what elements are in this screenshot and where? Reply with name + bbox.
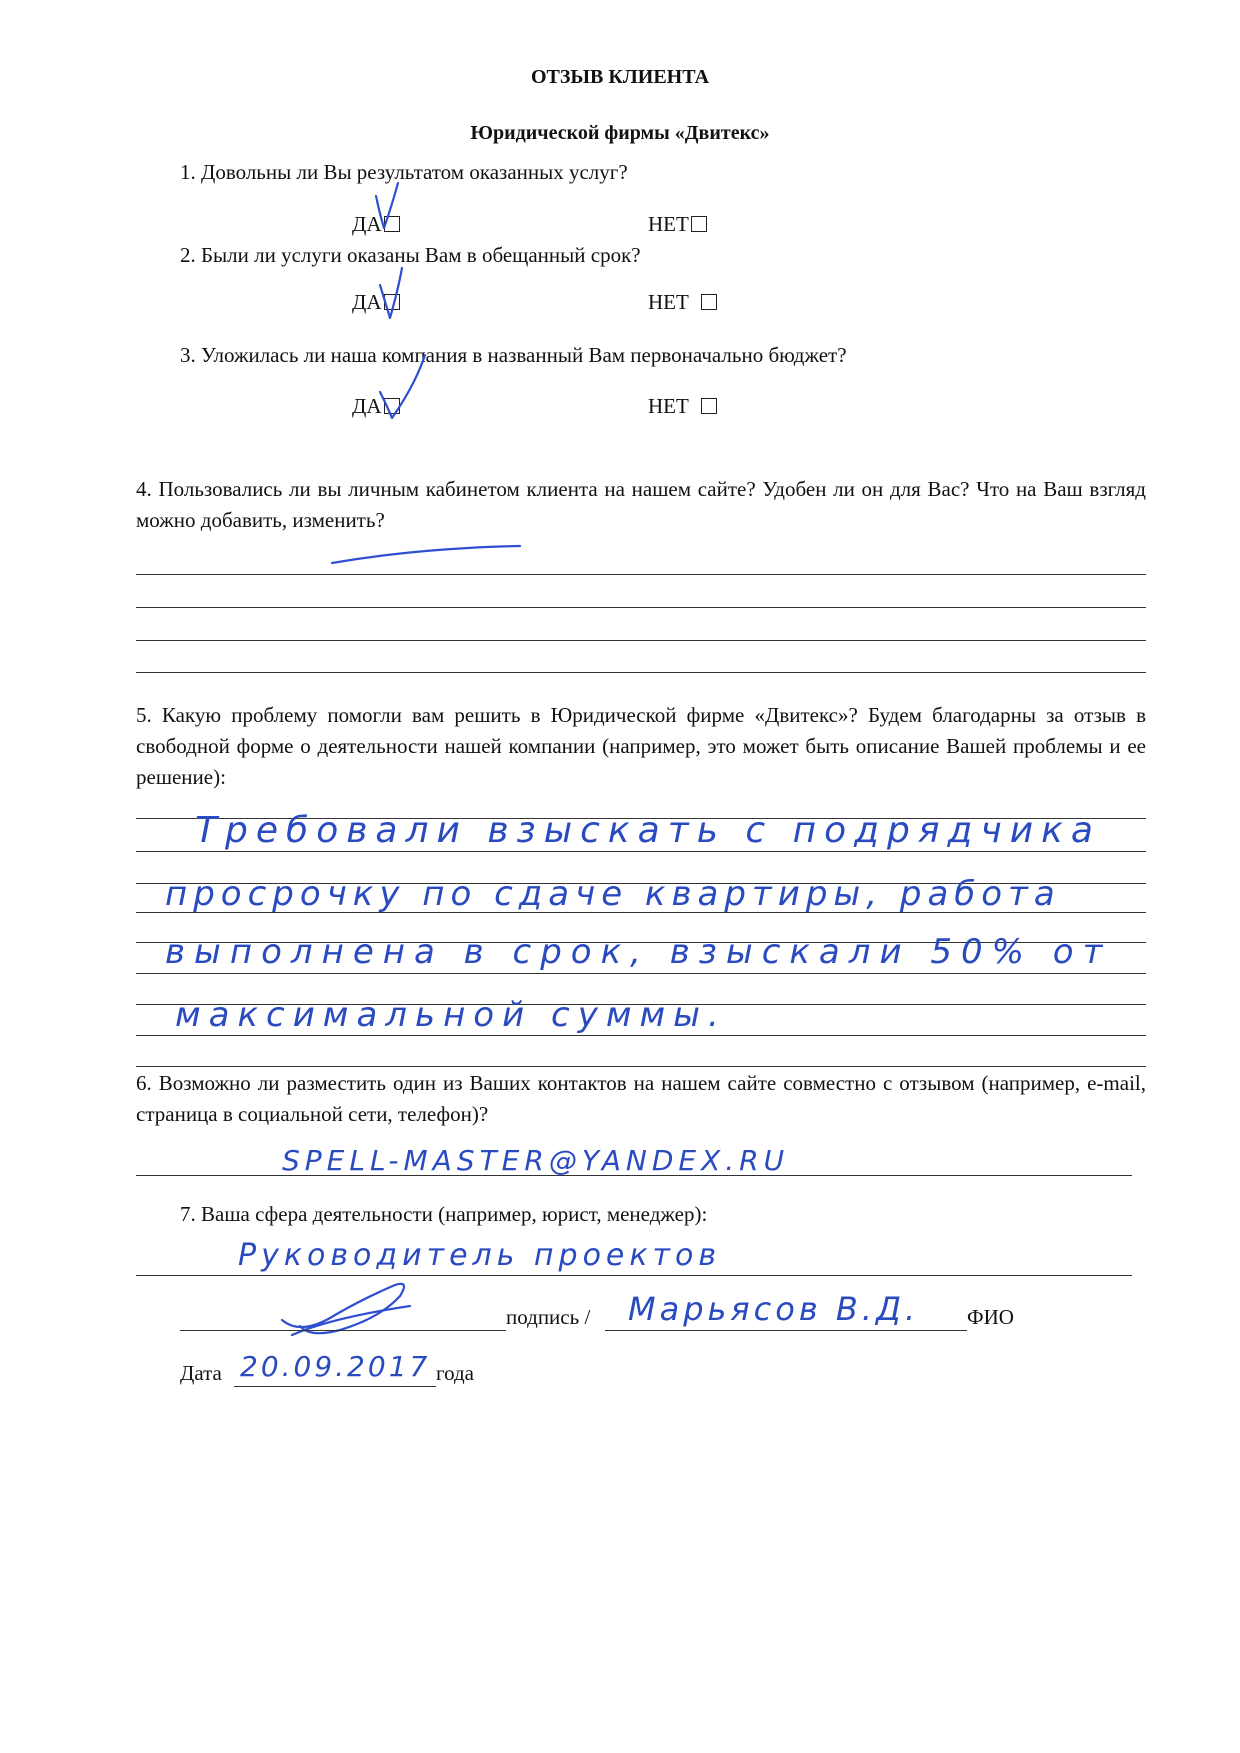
q1-no-label: НЕТ <box>648 212 689 236</box>
question-1: 1. Довольны ли Вы результатом оказанных услуг? <box>180 160 628 184</box>
question-5: 5. Какую проблему помогли вам решить в Юридической фирме «Двитекс»? Будем благодарны за отзыв в свободной форме о деятельности нашей компании (например, это может быть описание Вашей проблемы и ее решение): <box>136 703 1146 789</box>
q1-yes-label: ДА <box>352 212 382 236</box>
q5-handwritten-line: выполнена в срок, взыскали 50% от <box>165 932 1112 972</box>
q5-answer-line[interactable] <box>136 973 1146 974</box>
q4-answer-line[interactable] <box>136 640 1146 641</box>
fio-handwritten: Марьясов В.Д. <box>628 1290 920 1328</box>
fio-label: ФИО <box>967 1305 1014 1329</box>
q5-answer-line[interactable] <box>136 1035 1146 1036</box>
question-6: 6. Возможно ли разместить один из Ваших контактов на нашем сайте совместно с отзывом (например, e-mail, страница в социальной сети, телефон)? <box>136 1071 1146 1126</box>
q5-handwritten-line: просрочку по сдаче квартиры, работа <box>165 874 1061 914</box>
q2-yes-label: ДА <box>352 290 382 314</box>
year-label: года <box>436 1361 474 1385</box>
signature-icon <box>282 1284 410 1335</box>
q3-yes-label: ДА <box>352 394 382 418</box>
fio-line[interactable] <box>605 1330 967 1331</box>
signature-line[interactable] <box>180 1330 506 1331</box>
q5-handwritten-line: максимальной суммы. <box>175 995 727 1035</box>
q5-answer-line[interactable] <box>136 851 1146 852</box>
question-7: 7. Ваша сфера деятельности (например, юрист, менеджер): <box>180 1202 708 1226</box>
q3-no-label: НЕТ <box>648 394 689 418</box>
q4-answer-line[interactable] <box>136 574 1146 575</box>
date-handwritten: 20.09.2017 <box>240 1350 431 1383</box>
document-title: ОТЗЫВ КЛИЕНТА <box>530 66 710 88</box>
q5-answer-line[interactable] <box>136 1066 1146 1067</box>
q1-checkmark-icon <box>376 183 398 228</box>
underline-stroke <box>332 546 520 563</box>
date-line[interactable] <box>234 1386 436 1387</box>
document-subtitle: Юридической фирмы «Двитекс» <box>470 122 770 144</box>
q7-handwritten-activity: Руководитель проектов <box>238 1238 722 1273</box>
signature-label: подпись / <box>506 1305 591 1329</box>
q2-checkmark-icon <box>380 268 402 318</box>
q3-checkmark-icon <box>380 355 425 418</box>
question-4: 4. Пользовались ли вы личным кабинетом клиента на нашем сайте? Удобен ли он для Вас? Что на Ваш взгляд можно добавить, изменить? <box>136 477 1146 532</box>
date-label: Дата <box>180 1361 222 1385</box>
question-2: 2. Были ли услуги оказаны Вам в обещанный срок? <box>180 243 641 267</box>
q4-answer-line[interactable] <box>136 607 1146 608</box>
q7-answer-line[interactable] <box>136 1275 1132 1276</box>
q4-answer-line[interactable] <box>136 672 1146 673</box>
q5-handwritten-line: Требовали взыскать с подрядчика <box>195 810 1101 851</box>
question-3: 3. Уложилась ли наша компания в названный Вам первоначально бюджет? <box>180 343 847 367</box>
q6-handwritten-contact: SPELL-MASTER@YANDEX.RU <box>282 1144 790 1177</box>
q2-no-label: НЕТ <box>648 290 689 314</box>
